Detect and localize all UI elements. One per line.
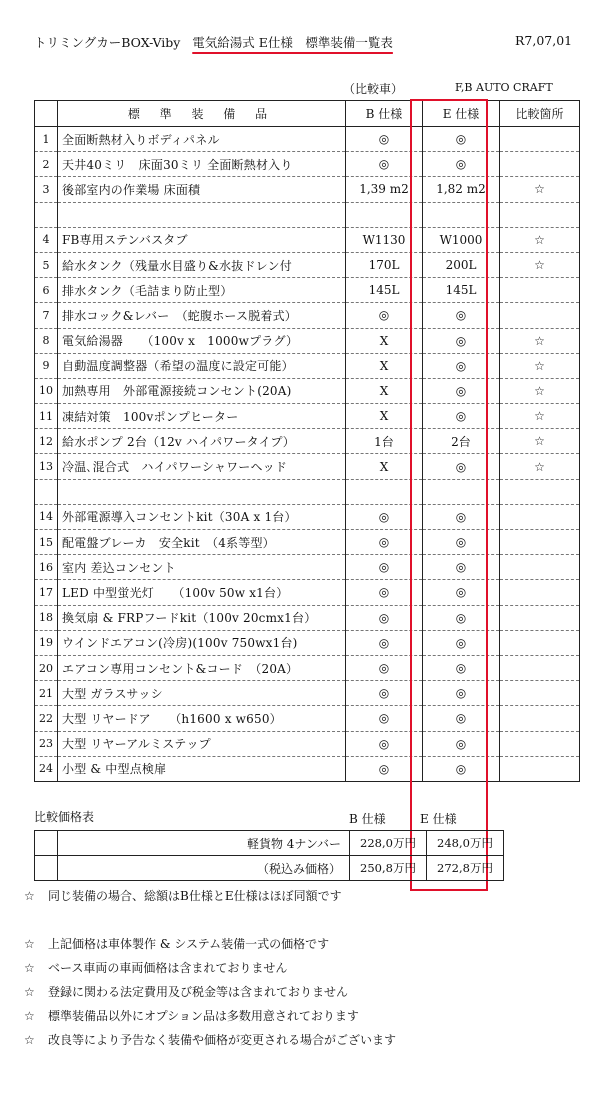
table-row — [35, 202, 580, 227]
row-number: 22 — [35, 706, 58, 731]
row-number: 6 — [35, 278, 58, 303]
row-item-name — [58, 479, 346, 504]
row-item-name: 凍結対策 100vポンプヒーター — [58, 404, 346, 429]
row-item-name: 小型 & 中型点検扉 — [58, 756, 346, 781]
row-compare-mark: ☆ — [500, 252, 580, 277]
row-b-spec-value: ◎ — [346, 530, 423, 555]
row-b-spec-value: 1台 — [346, 429, 423, 454]
row-b-spec-value: X — [346, 378, 423, 403]
price-row-label: 軽貨物 4ナンバー — [58, 831, 350, 856]
note-item — [24, 980, 396, 1004]
price-b-value: 228,0万円 — [350, 831, 427, 856]
row-item-name: 自動温度調整器（希望の温度に設定可能） — [58, 353, 346, 378]
row-number: 10 — [35, 378, 58, 403]
price-row — [35, 856, 581, 881]
row-compare-mark: ☆ — [500, 227, 580, 252]
row-number: 16 — [35, 555, 58, 580]
row-e-spec-value: ◎ — [423, 605, 500, 630]
row-item-name: エアコン専用コンセント&コード （20A） — [58, 655, 346, 680]
table-row — [35, 504, 580, 529]
row-e-spec-value: 1,82 m2 — [423, 177, 500, 202]
row-item-name: 加熱専用 外部電源接続コンセント(20A) — [58, 378, 346, 403]
row-e-spec-value: ◎ — [423, 303, 500, 328]
row-compare-mark — [500, 127, 580, 152]
row-number: 20 — [35, 655, 58, 680]
table-row — [35, 303, 580, 328]
row-item-name: 外部電源導入コンセントkit（30A x 1台） — [58, 504, 346, 529]
row-item-name: 換気扇 & FRPフードkit（100v 20cmx1台） — [58, 605, 346, 630]
row-compare-mark — [500, 202, 580, 227]
row-compare-mark — [500, 605, 580, 630]
row-e-spec-value: 145L — [423, 278, 500, 303]
star-icon: ☆ — [24, 1009, 35, 1023]
compare-label: （比較車） — [343, 82, 404, 96]
table-row — [35, 655, 580, 680]
header-no — [35, 101, 58, 127]
row-b-spec-value: ◎ — [346, 303, 423, 328]
row-e-spec-value: ◎ — [423, 655, 500, 680]
row-b-spec-value: X — [346, 328, 423, 353]
row-item-name: 給水ポンプ 2台（12v ハイパワータイプ） — [58, 429, 346, 454]
row-e-spec-value: 2台 — [423, 429, 500, 454]
table-row — [35, 555, 580, 580]
row-number: 9 — [35, 353, 58, 378]
row-e-spec-value: ◎ — [423, 706, 500, 731]
note-text: 同じ装備の場合、総額はB仕様とE仕様はほぼ同額です — [48, 889, 342, 903]
row-b-spec-value: 145L — [346, 278, 423, 303]
table-row — [35, 706, 580, 731]
row-compare-mark — [500, 504, 580, 529]
table-row — [35, 353, 580, 378]
document-header — [34, 33, 393, 51]
row-item-name: 配電盤ブレーカ 安全kit （4系等型） — [58, 530, 346, 555]
row-item-name: 排水タンク（毛詰まり防止型） — [58, 278, 346, 303]
row-item-name: FB専用ステンバスタブ — [58, 227, 346, 252]
row-e-spec-value: ◎ — [423, 580, 500, 605]
note-text: 改良等により予告なく装備や価格が変更される場合がございます — [48, 1033, 397, 1047]
row-number: 19 — [35, 630, 58, 655]
table-row — [35, 454, 580, 479]
table-row — [35, 152, 580, 177]
row-number: 21 — [35, 681, 58, 706]
price-header-b-spec: B 仕様 — [349, 812, 386, 826]
star-icon: ☆ — [24, 937, 35, 951]
row-e-spec-value — [423, 202, 500, 227]
row-e-spec-value: ◎ — [423, 127, 500, 152]
row-compare-mark — [500, 630, 580, 655]
row-item-name: 大型 ガラスサッシ — [58, 681, 346, 706]
row-b-spec-value: ◎ — [346, 605, 423, 630]
row-b-spec-value: X — [346, 353, 423, 378]
row-number: 11 — [35, 404, 58, 429]
table-row — [35, 681, 580, 706]
price-b-value: 250,8万円 — [350, 856, 427, 881]
row-number — [35, 202, 58, 227]
row-compare-mark: ☆ — [500, 353, 580, 378]
row-item-name: 電気給湯器 （100v x 1000wプラグ） — [58, 328, 346, 353]
notes-list — [24, 884, 396, 1052]
table-row — [35, 378, 580, 403]
row-number: 1 — [35, 127, 58, 152]
row-item-name: LED 中型蛍光灯 （100v 50w x1台） — [58, 580, 346, 605]
row-e-spec-value: W1000 — [423, 227, 500, 252]
row-e-spec-value: ◎ — [423, 454, 500, 479]
row-e-spec-value: ◎ — [423, 378, 500, 403]
table-row — [35, 252, 580, 277]
row-compare-mark: ☆ — [500, 429, 580, 454]
row-number: 2 — [35, 152, 58, 177]
row-item-name: 後部室内の作業場 床面積 — [58, 177, 346, 202]
note-item — [24, 884, 396, 908]
row-compare-mark: ☆ — [500, 378, 580, 403]
row-number: 18 — [35, 605, 58, 630]
price-e-value: 272,8万円 — [427, 856, 504, 881]
row-b-spec-value: 170L — [346, 252, 423, 277]
row-item-name: 大型 リヤードア （h1600 x w650） — [58, 706, 346, 731]
price-e-value: 248,0万円 — [427, 831, 504, 856]
table-row — [35, 630, 580, 655]
table-row — [35, 580, 580, 605]
row-compare-mark — [500, 655, 580, 680]
note-item — [24, 956, 396, 980]
table-row — [35, 756, 580, 781]
document-title: 電気給湯式 E仕様 標準装備一覧表 — [192, 35, 393, 50]
row-b-spec-value — [346, 479, 423, 504]
row-b-spec-value: ◎ — [346, 127, 423, 152]
product-name: トリミングカーBOX-Viby — [34, 35, 181, 50]
row-b-spec-value: W1130 — [346, 227, 423, 252]
row-number: 17 — [35, 580, 58, 605]
row-b-spec-value: ◎ — [346, 580, 423, 605]
row-item-name: 排水コック&レバー （蛇腹ホース脱着式） — [58, 303, 346, 328]
note-text: 上記価格は車体製作 & システム装備一式の価格です — [48, 937, 330, 951]
row-e-spec-value: ◎ — [423, 630, 500, 655]
row-compare-mark: ☆ — [500, 404, 580, 429]
row-number: 7 — [35, 303, 58, 328]
row-item-name: 室内 差込コンセント — [58, 555, 346, 580]
row-number: 12 — [35, 429, 58, 454]
row-compare-mark — [500, 555, 580, 580]
row-b-spec-value: ◎ — [346, 681, 423, 706]
note-text: 登録に関わる法定費用及び税金等は含まれておりません — [48, 985, 349, 999]
row-item-name: 冷温､混合式 ハイパワーシャワーヘッド — [58, 454, 346, 479]
row-number: 5 — [35, 252, 58, 277]
price-header-e-spec: E 仕様 — [420, 812, 457, 826]
row-number: 13 — [35, 454, 58, 479]
row-e-spec-value: ◎ — [423, 152, 500, 177]
row-b-spec-value: X — [346, 454, 423, 479]
maker-name: F,B AUTO CRAFT — [455, 81, 553, 94]
row-compare-mark — [500, 706, 580, 731]
header-e-spec: E 仕様 — [423, 101, 500, 127]
row-e-spec-value: 200L — [423, 252, 500, 277]
row-compare-mark — [500, 731, 580, 756]
equipment-table — [34, 100, 580, 782]
row-compare-mark — [500, 303, 580, 328]
price-row — [35, 831, 581, 856]
row-b-spec-value: ◎ — [346, 731, 423, 756]
table-row — [35, 731, 580, 756]
star-icon: ☆ — [24, 1033, 35, 1047]
row-number: 3 — [35, 177, 58, 202]
row-b-spec-value: 1,39 m2 — [346, 177, 423, 202]
row-compare-mark — [500, 530, 580, 555]
row-compare-mark: ☆ — [500, 454, 580, 479]
row-compare-mark — [500, 756, 580, 781]
note-item — [24, 1028, 396, 1052]
row-e-spec-value — [423, 479, 500, 504]
price-row-label: （税込み価格） — [58, 856, 350, 881]
row-number: 24 — [35, 756, 58, 781]
star-icon: ☆ — [24, 889, 35, 903]
star-icon: ☆ — [24, 961, 35, 975]
row-item-name: 全面断熱材入りボディパネル — [58, 127, 346, 152]
row-e-spec-value: ◎ — [423, 681, 500, 706]
row-number: 14 — [35, 504, 58, 529]
row-b-spec-value: ◎ — [346, 504, 423, 529]
header-item: 標 準 装 備 品 — [58, 101, 346, 127]
table-row — [35, 530, 580, 555]
row-compare-mark — [500, 278, 580, 303]
equipment-table-body — [35, 127, 580, 782]
header-b-spec: B 仕様 — [346, 101, 423, 127]
row-number: 23 — [35, 731, 58, 756]
row-b-spec-value: X — [346, 404, 423, 429]
table-row — [35, 328, 580, 353]
row-e-spec-value: ◎ — [423, 756, 500, 781]
table-row — [35, 177, 580, 202]
row-b-spec-value — [346, 202, 423, 227]
row-number: 8 — [35, 328, 58, 353]
row-compare-mark: ☆ — [500, 177, 580, 202]
row-item-name: 大型 リヤーアルミステップ — [58, 731, 346, 756]
row-e-spec-value: ◎ — [423, 404, 500, 429]
row-number — [35, 479, 58, 504]
table-row — [35, 404, 580, 429]
row-b-spec-value: ◎ — [346, 630, 423, 655]
header-compare: 比較箇所 — [500, 101, 580, 127]
row-b-spec-value: ◎ — [346, 555, 423, 580]
row-number: 15 — [35, 530, 58, 555]
star-icon: ☆ — [24, 985, 35, 999]
row-b-spec-value: ◎ — [346, 655, 423, 680]
row-compare-mark — [500, 479, 580, 504]
row-e-spec-value: ◎ — [423, 530, 500, 555]
row-e-spec-value: ◎ — [423, 731, 500, 756]
row-number: 4 — [35, 227, 58, 252]
row-b-spec-value: ◎ — [346, 152, 423, 177]
price-table — [34, 830, 580, 881]
note-item — [24, 1004, 396, 1028]
row-item-name — [58, 202, 346, 227]
note-text: ベース車両の車両価格は含まれておりません — [48, 961, 288, 975]
row-compare-mark — [500, 681, 580, 706]
row-compare-mark: ☆ — [500, 328, 580, 353]
price-table-title: 比較価格表 — [34, 810, 95, 824]
row-compare-mark — [500, 152, 580, 177]
table-row — [35, 479, 580, 504]
table-header-row — [35, 101, 580, 127]
table-row — [35, 278, 580, 303]
table-row — [35, 127, 580, 152]
document-date: R7,07,01 — [515, 33, 573, 48]
row-item-name: 天井40ミリ 床面30ミリ 全面断熱材入り — [58, 152, 346, 177]
row-compare-mark — [500, 580, 580, 605]
row-item-name: 給水タンク（残量水目盛り&水抜ドレン付 — [58, 252, 346, 277]
table-row — [35, 429, 580, 454]
row-e-spec-value: ◎ — [423, 353, 500, 378]
row-e-spec-value: ◎ — [423, 328, 500, 353]
note-text: 標準装備品以外にオプション品は多数用意されております — [48, 1009, 359, 1023]
row-item-name: ウインドエアコン(冷房)(100v 750wx1台) — [58, 630, 346, 655]
row-e-spec-value: ◎ — [423, 555, 500, 580]
note-item — [24, 932, 396, 956]
row-b-spec-value: ◎ — [346, 706, 423, 731]
table-row — [35, 605, 580, 630]
row-b-spec-value: ◎ — [346, 756, 423, 781]
row-e-spec-value: ◎ — [423, 504, 500, 529]
table-row — [35, 227, 580, 252]
